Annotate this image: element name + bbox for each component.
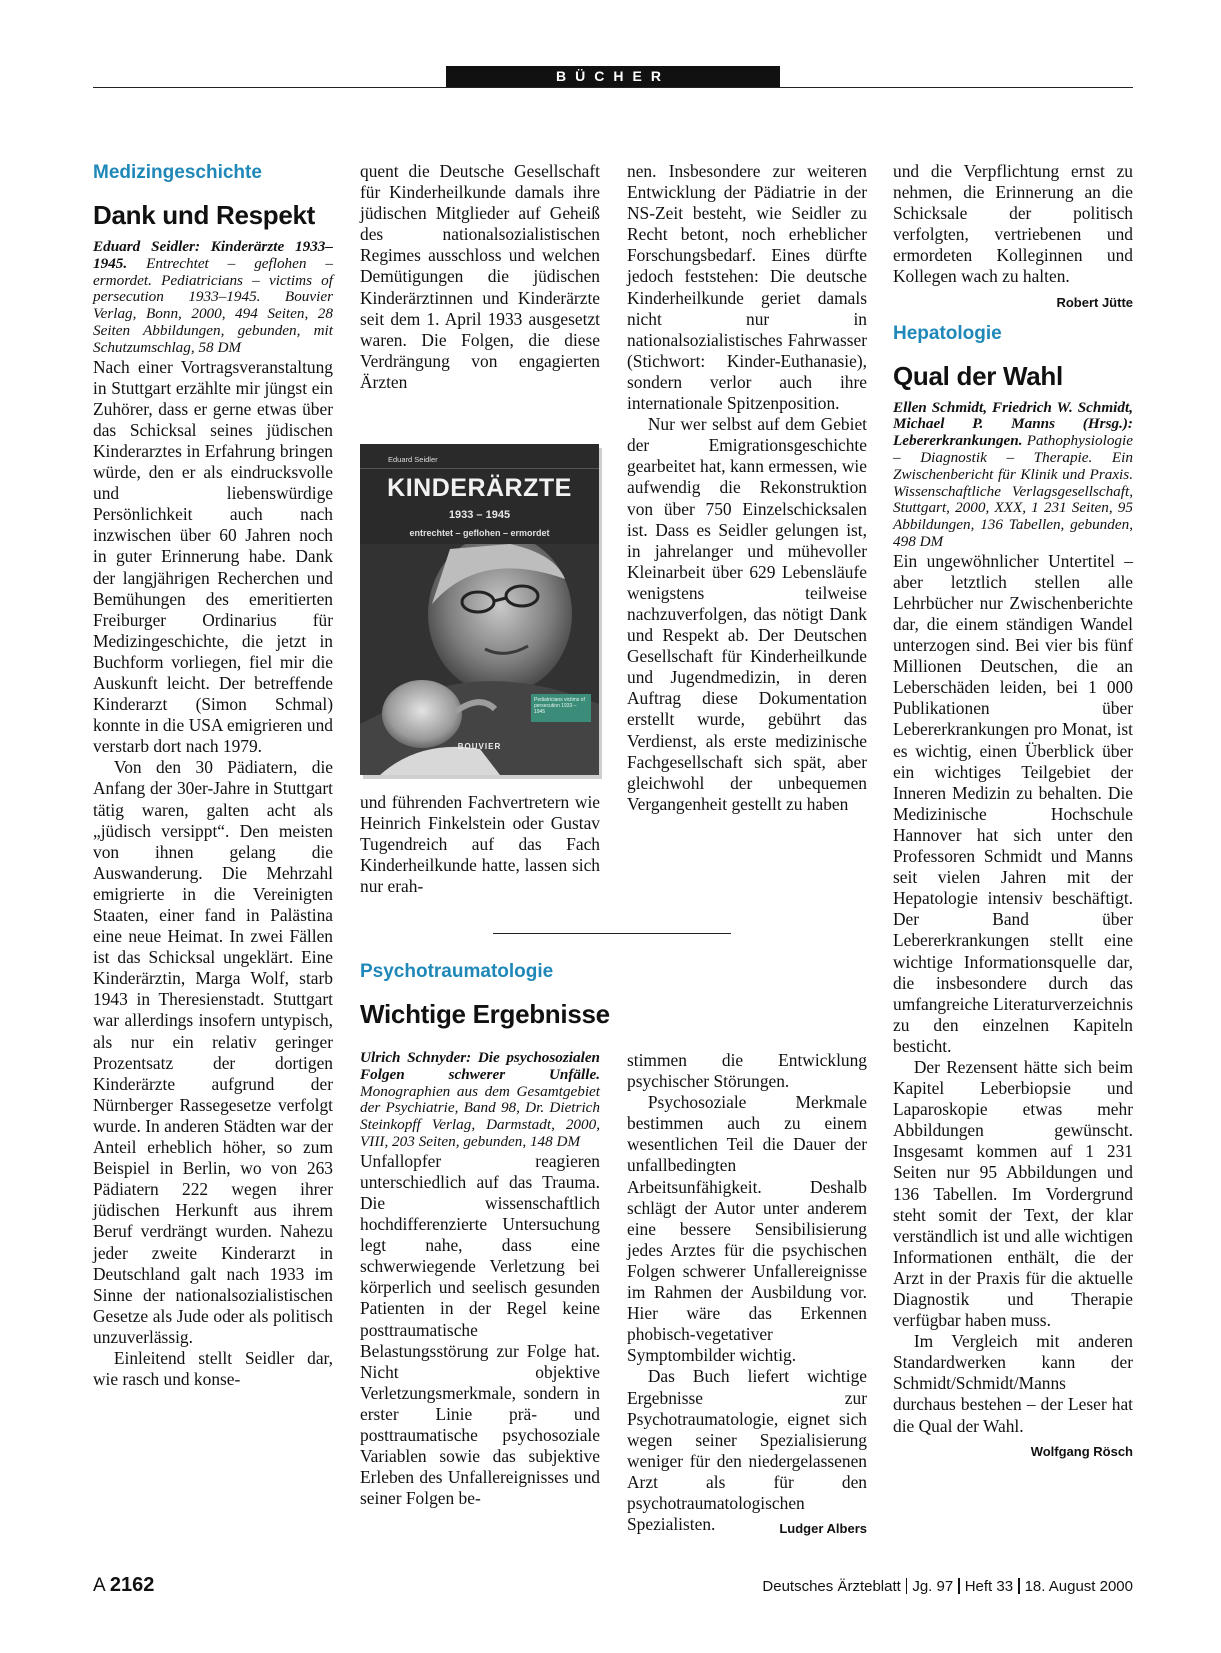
article-title: Qual der Wahl (893, 360, 1063, 391)
paragraph: Einleitend stellt Seidler dar, wie rasch und konse- (93, 1347, 333, 1390)
paragraph: quent die Deutsche Gesellschaft für Kinderheilkunde damals ihre jüdischen Mitglieder auf Geheiß des nationalsozialistischen Regimes ausschloss und welchen Demütigungen die jüdischen Kinderärztinnen und Kinderärzte seit dem 1. April 1933 ausgesetzt waren. Die Folgen, die diese Verdrängung von engagierten Ärzten (360, 161, 600, 392)
paragraph: Unfallopfer reagieren unterschiedlich auf das Trauma. Die wissenschaftlich hochdifferenzierte Untersuchung legt nahe, dass eine schwerwiegende Verletzung bei körperlich und seelisch gesunden Patienten in der Regel keine posttraumatische Belastungsstörung zur Folge hat. Nicht objektive Verletzungsmerkmale, sondern in erster Linie prä- und posttraumatische psychosoziale Variablen sowie das subjektive Erleben des Unfallereignisses und seiner Folgen be- (360, 1150, 600, 1509)
journal-volume: Jg. 97 (912, 1578, 954, 1595)
header-rule (93, 87, 1133, 88)
paragraph: und führenden Fachvertretern wie Heinrich Finkelstein oder Gustav Tugendreich auf das Fach Kinderheilkunde hatte, lassen sich nur erah- (360, 792, 600, 897)
author-signature: Ludger Albers (779, 1521, 867, 1537)
paragraph: Im Vergleich mit anderen Standardwerken kann der Schmidt/Schmidt/Manns durchaus bestehen – der Leser hat die Qual der Wahl. Wolfgang Rösch (893, 1331, 1133, 1436)
cover-label: Pediatricians victims of persecution 1933 – 1945 (531, 694, 591, 722)
article-kicker: Psychotraumatologie (360, 961, 554, 982)
cover-publisher: BOUVIER (457, 742, 502, 751)
article-psychotraumatologie-col2 (627, 1050, 867, 1539)
author-signature: Robert Jütte (1056, 294, 1133, 310)
paragraph: Der Rezensent hätte sich beim Kapitel Leberbiopsie und Laparoskopie etwas mehr Abbildungen gewünscht. Insgesamt kommen auf 1 231 Seiten nur 95 Abbildungen und 136 Tabellen. Im Vordergrund steht somit der Text, der klar verständlich ist und alle wichtigen Informationen enthält, die der Arzt in der Praxis für die aktuelle Diagnostik und Therapie verfügbar haben muss. (893, 1056, 1133, 1331)
journal-footer (762, 1578, 1133, 1595)
article-kicker: Hepatologie (893, 322, 1002, 344)
article-psychotraumatologie-head (360, 960, 660, 1038)
cover-title: KINDERÄRZTE (387, 474, 572, 502)
paragraph: Psychosoziale Merkmale bestimmen auch zu einem wesentlichen Teil die Dauer der unfallbedingten Arbeitsunfähigkeit. Deshalb schlägt der Autor unter anderem eine bessere Sensibilisierung jedes Arztes für die psychischen Folgen schwerer Unfallereignisse im Rahmen der Ausbildung vor. Hier wäre das Erkennen phobisch-vegetativer Symptombilder wichtig. (627, 1092, 867, 1366)
article-kicker: Medizingeschichte (93, 162, 262, 183)
book-citation: Ellen Schmidt, Friedrich W. Schmidt, Michael P. Manns (Hrsg.): Lebererkrankungen. Pathophysiologie – Diagnostik – Therapie. Ein Zwischenbericht für Klinik und Praxis. Wissenschaftliche Verlagsgesellschaft, Stuttgart, 2000, XXX, 1 231 Seiten, 95 Abbildungen, 136 Tabellen, gebunden, 498 DM (893, 398, 1133, 550)
article-title: Dank und Respekt (93, 200, 316, 230)
journal-date: 18. August 2000 (1024, 1578, 1133, 1595)
cover-author: Eduard Seidler (388, 455, 438, 464)
journal-name: Deutsches Ärzteblatt (762, 1578, 901, 1595)
cover-years: 1933 – 1945 (448, 509, 511, 521)
paragraph: stimmen die Entwicklung psychischer Störungen. (627, 1050, 867, 1092)
paragraph: und die Verpflichtung ernst zu nehmen, die Erinnerung an die Schicksale der politisch verfolgten, vertriebenen und ermordeten Kolleginnen und Kollegen wach zu halten. Robert Jütte (893, 161, 1133, 288)
article-medizingeschichte-col1 (93, 161, 333, 1390)
paragraph: Nach einer Vortragsveranstaltung in Stuttgart erzählte mir jüngst ein Zuhörer, dass er gerne etwas über das Schicksal seines jüdischen Kinderarztes in Erfahrung bringen würde, den er als eindrucksvolle und liebenswürdige Persönlichkeit auch nach inzwischen über 60 Jahren noch in guter Erinnerung habe. Dank der langjährigen Recherchen und Bemühungen des emeritierten Freiburger Ordinarius für Medizingeschichte, die jetzt in Buchform vorliegen, fiel mir die Auskunft leicht. Der betreffende Kinderarzt (Simon Schmal) konnte in die USA emigrieren und verstarb dort nach 1979. (93, 356, 333, 757)
paragraph: Ein ungewöhnlicher Untertitel – aber letztlich stellen alle Lehrbücher nur Zwischenberichte dar, die einem ständigen Wandel unterzogen sind. Bei vier bis fünf Millionen Deutschen, die an Leberschäden leiden, bei 1 000 Publikationen über Lebererkrankungen pro Monat, ist es wichtig, einen Überblick über ein wichtiges Teilgebiet der Inneren Medizin zu behalten. Die Medizinische Hochschule Hannover hat sich unter den Professoren Schmidt und Manns seit vielen Jahren mit der Hepatologie intensiv beschäftigt. Der Band über Lebererkrankungen stellt eine wichtige Informationsquelle dar, die insbesondere durch das umfangreiche Literaturverzeichnis zu den einzelnen Kapiteln besticht. (893, 550, 1133, 1056)
article-hepatologie-col (893, 161, 1133, 1462)
cover-photo (360, 544, 599, 775)
article-psychotraumatologie-col1 (360, 1050, 600, 1509)
book-citation: Ulrich Schnyder: Die psychosozialen Folgen schwerer Unfälle. Monographien aus dem Gesamtgebiet der Psychiatrie, Band 98, Dr. Dietrich Steinkopff Verlag, Darmstadt, 2000, VIII, 203 Seiten, gebunden, 148 DM (360, 1049, 600, 1150)
page-number: A 2162 (93, 1574, 155, 1596)
article-divider (493, 933, 731, 934)
book-citation: Eduard Seidler: Kinderärzte 1933–1945. Entrechtet – geflohen – ermordet. Pediatricians – victims of persecution 1933–1945. Bouvier Verlag, Bonn, 2000, 494 Seiten, 28 Seiten Abbildungen, gebunden, mit Schutzumschlag, 58 DM (93, 238, 333, 356)
journal-issue: Heft 33 (964, 1578, 1014, 1595)
section-label: BÜCHER (446, 66, 780, 87)
article-medizingeschichte-col2 (360, 161, 600, 393)
author-signature: Wolfgang Rösch (1030, 1443, 1133, 1459)
article-medizingeschichte-col2-cont (360, 792, 600, 897)
cover-subtitle: entrechtet – geflohen – ermordet (409, 528, 550, 538)
paragraph: nen. Insbesondere zur weiteren Entwicklung der Pädiatrie in der NS-Zeit besteht, wie Seidler zu Recht betont, noch erheblicher Forschungsbedarf. Eines dürfte jedoch feststehen: Die deutsche Kinderheilkunde geriet damals nicht nur in nationalsozialistisches Fahrwasser (Stichwort: Kinder-Euthanasie), sondern verlor auch ihre internationale Spitzenposition. (627, 161, 867, 414)
paragraph: Das Buch liefert wichtige Ergebnisse zur Psychotraumatologie, eignet sich wegen seiner Spezialisierung weniger für den niedergelassenen Arzt als für den psychotraumatologischen Spezialisten. Ludger Albers (627, 1366, 867, 1535)
book-cover-image (360, 444, 599, 775)
cover-rule (360, 468, 599, 469)
article-medizingeschichte-col3 (627, 161, 867, 815)
paragraph: Nur wer selbst auf dem Gebiet der Emigrationsgeschichte gearbeitet hat, kann ermessen, wie aufwendig die Rekonstruktion von über 750 Einzelschicksalen ist. Dass es Seidler gelungen ist, in jahrelanger und mühevoller Kleinarbeit über 629 Lebensläufe wenigstens teilweise nachzuverfolgen, das nötigt Dank und Respekt ab. Der Deutschen Gesellschaft für Kinderheilkunde und Jugendmedizin, in deren Auftrag diese Dokumentation erstellt wurde, gebührt das Verdienst, als erste medizinische Fachgesellschaft sich spät, aber gleichwohl der unbequemen Vergangenheit gestellt zu haben (627, 414, 867, 814)
paragraph: Von den 30 Pädiatern, die Anfang der 30er-Jahre in Stuttgart tätig waren, galten acht als „jüdisch versippt“. Den meisten von ihnen gelang die Auswanderung. Die Mehrzahl emigrierte in die Vereinigten Staaten, einer fand in Palästina eine neue Heimat. In zwei Fällen ist das Schicksal ungeklärt. Eine Kinderärztin, Marga Wolf, starb 1943 in Theresienstadt. Stuttgart war allerdings insofern untypisch, als nur ein relativ geringer Prozentsatz der dortigen Kinderärzte aufgrund der Nürnberger Rassegesetze verfolgt wurde. In anderen Städten war der Anteil erheblich höher, so zum Beispiel in Berlin, wo von 263 Pädiatern 222 wegen ihrer jüdischen Herkunft aus ihrem Beruf verdrängt wurden. Nahezu jeder zweite Kinderarzt in Deutschland galt nach 1933 im Sinne der nationalsozialistischen Gesetze als Jude oder als politisch unzuverlässig. (93, 757, 333, 1347)
article-title: Wichtige Ergebnisse (360, 999, 610, 1029)
